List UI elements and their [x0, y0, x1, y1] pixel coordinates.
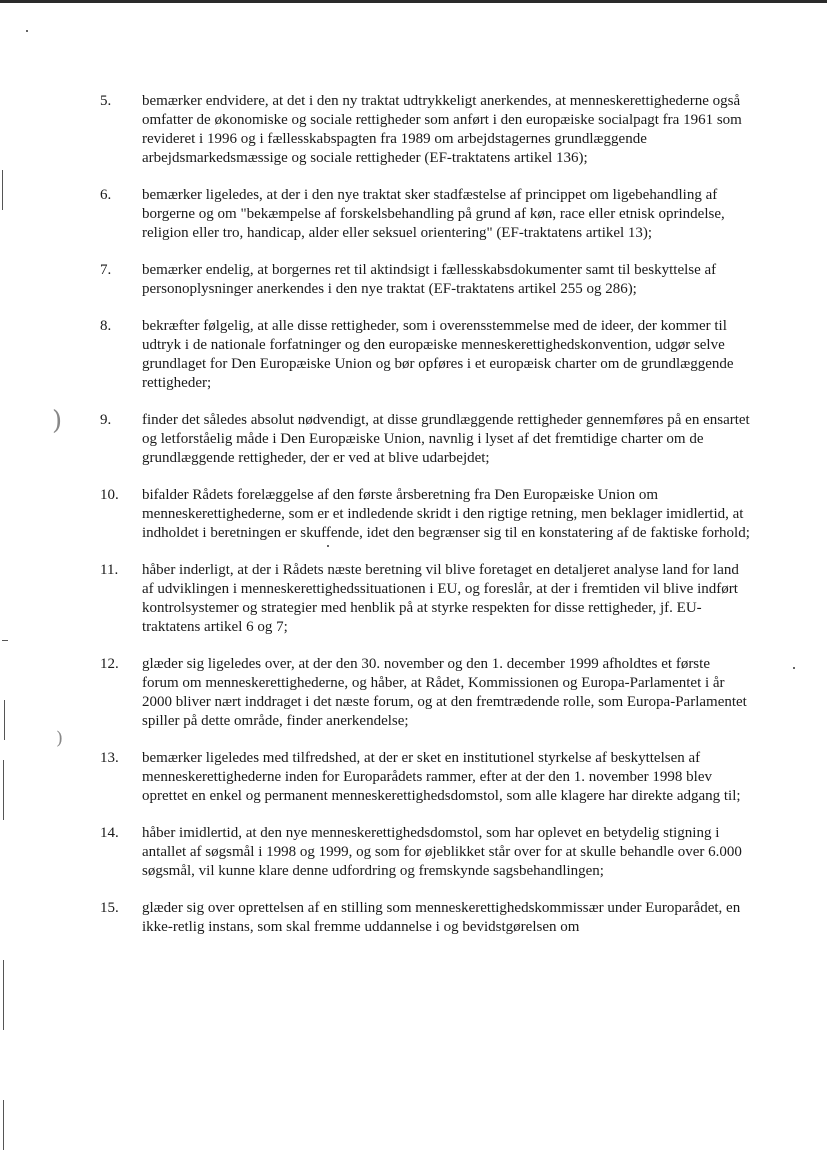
paragraph-number: 15.: [100, 900, 119, 916]
paragraph-6: [100, 186, 750, 243]
paragraph-number: 6.: [100, 187, 112, 203]
paragraph-text: bifalder Rådets forelæggelse af den første årsberetning fra Den Europæiske Union om menneskerettighederne, som er et indledende skridt i den rigtige retning, men beklager imidlertid, at indholdet i beretningen er skuffende, idet den begrænser sig til en konstatering af de faktiske forhold;: [142, 487, 750, 541]
paragraph-5: [100, 92, 750, 168]
scan-edge-mark: [3, 1100, 4, 1150]
paragraph-13: [100, 749, 750, 806]
scan-edge-mark: [3, 960, 4, 1030]
paragraph-number: 12.: [100, 656, 119, 672]
paragraph-text: glæder sig over oprettelsen af en stilling som menneskerettighedskommissær under Europarådet, en ikke-retlig instans, som skal fremme uddannelse i og bevidstgørelsen om: [142, 900, 741, 935]
paragraph-number: 7.: [100, 262, 112, 278]
paragraph-number: 5.: [100, 93, 112, 109]
paragraph-14: [100, 824, 750, 881]
scan-speck: [26, 30, 28, 32]
paragraph-number: 14.: [100, 825, 119, 841]
scan-edge-mark: [3, 760, 4, 820]
paragraph-10: [100, 486, 750, 543]
paragraph-9: [100, 411, 750, 468]
paragraph-text: håber imidlertid, at den nye menneskerettighedsdomstol, som har oplevet en betydelig stigning i antallet af søgsmål i 1998 og 1999, og som for øjeblikket står over for at skulle behandle over 6.000 søgsmål, vil kunne klare denne udfordring og fremskynde sagsbehandlingen;: [142, 825, 742, 879]
paragraph-text: bekræfter følgelig, at alle disse rettigheder, som i overensstemmelse med de ideer, der kommer til udtryk i de nationale forfatninger og den europæiske menneskerettighedskonvention, udgør selve grundlaget for Den Europæiske Union og bør opføres i et europæisk charter om de grundlæggende rettigheder;: [142, 318, 734, 391]
paragraph-number: 11.: [100, 562, 119, 578]
paragraph-text: bemærker ligeledes, at der i den nye traktat sker stadfæstelse af princippet om ligebehandling af borgerne og om "bekæmpelse af forskelsbehandling på grund af køn, race eller etnisk oprindelse, religion eller tro, handicap, alder eller seksuel orientering" (EF-traktatens artikel 13);: [142, 187, 725, 241]
scan-edge-mark: [4, 700, 5, 740]
paragraph-8: [100, 317, 750, 393]
punch-hole-mark: ): [52, 406, 63, 436]
paragraph-15: [100, 899, 750, 937]
paragraph-7: [100, 261, 750, 299]
paragraph-number: 13.: [100, 750, 119, 766]
paragraph-12: [100, 655, 750, 731]
paragraph-11: [100, 561, 750, 637]
paragraph-text: bemærker ligeledes med tilfredshed, at der er sket en institutionel styrkelse af beskyttelsen af menneskerettighederne inden for Europarådets rammer, efter at der den 1. november 1998 blev oprettet en enkel og permanent menneskerettighedsdomstol, som alle klagere har direkte adgang til;: [142, 750, 741, 804]
scan-edge-mark: [2, 170, 3, 210]
paragraph-number: 8.: [100, 318, 112, 334]
punch-hole-mark: ): [56, 728, 64, 749]
scan-edge-mark: [2, 640, 8, 641]
numbered-paragraph-list: [100, 92, 750, 937]
paragraph-text: finder det således absolut nødvendigt, at disse grundlæggende rettigheder gennemføres på en ensartet og letforståelig måde i Den Europæiske Union, navnlig i lyset af det fremtidige charter om de grundlæggende rettigheder, der er ved at blive udarbejdet;: [142, 412, 750, 466]
paragraph-number: 10.: [100, 487, 119, 503]
top-border-line: [0, 0, 827, 3]
paragraph-number: 9.: [100, 412, 112, 428]
paragraph-text: håber inderligt, at der i Rådets næste beretning vil blive foretaget en detaljeret analyse land for land af udviklingen i menneskerettighedssituationen i EU, og foreslår, at der i fremtiden vil blive indført kontrolsystemer og strategier med henblik på at styrke respekten for disse rettigheder, jf. EU-traktatens artikel 6 og 7;: [142, 562, 739, 635]
paragraph-text: glæder sig ligeledes over, at der den 30. november og den 1. december 1999 afholdtes et første forum om menneskerettighederne, og håber, at Rådet, Kommissionen og Europa-Parlamentet i år 2000 bliver nært inddraget i det næste forum, og at den fremtrædende rolle, som Europa-Parlamentet spiller på dette område, finder anerkendelse;: [142, 656, 747, 729]
paragraph-text: bemærker endvidere, at det i den ny traktat udtrykkeligt anerkendes, at menneskerettighederne også omfatter de økonomiske og sociale rettigheder som anført i den europæiske socialpagt fra 1961 som revideret i 1996 og i fællesskabspagten fra 1989 om arbejdstagernes grundlæggende arbejdsmarkedsmæssige og sociale rettigheder (EF-traktatens artikel 136);: [142, 93, 742, 166]
scan-speck: [793, 667, 795, 669]
paragraph-text: bemærker endelig, at borgernes ret til aktindsigt i fællesskabsdokumenter samt til beskyttelse af personoplysninger anerkendes i den nye traktat (EF-traktatens artikel 255 og 286);: [142, 262, 717, 297]
